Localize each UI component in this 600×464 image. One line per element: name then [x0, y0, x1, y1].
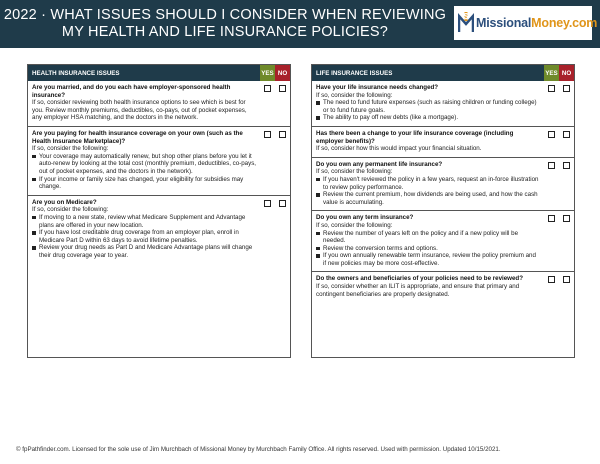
item-guidance: If so, consider whether an ILIT is appropriate, and ensure that primary and contingent beneficiaries are properly designated.: [316, 283, 520, 298]
life-column-header: [312, 65, 574, 81]
item-question: Do the owners and beneficiaries of your policies need to be reviewed?: [316, 275, 523, 283]
no-checkbox[interactable]: [563, 85, 570, 92]
checklist-item: [28, 81, 290, 127]
bullet-point: The ability to pay off new debts (like a mortgage).: [316, 114, 540, 122]
bullet-point: Review your drug needs as Part D and Medicare Advantage plans will change their drug coverage year to year.: [32, 244, 256, 259]
logo-mark-icon: [458, 10, 474, 36]
no-cell: [559, 211, 574, 271]
bullet-point: If you haven't reviewed the policy in a few years, request an in-force illustration to review policy performance.: [316, 176, 540, 191]
bullet-point: Review the conversion terms and options.: [316, 245, 540, 253]
item-question: Do you own any term insurance?: [316, 214, 414, 222]
logo-text-b: Money.com: [531, 16, 598, 30]
yes-checkbox[interactable]: [264, 131, 271, 138]
bullet-point: Your coverage may automatically renew, but shop other plans before you let it auto-renew by looking at the total cost (monthly premium, deductibles, co-pays, out of pocket expenses, and the doctors in the network).: [32, 153, 256, 176]
yes-checkbox[interactable]: [264, 85, 271, 92]
item-bullets: [316, 176, 540, 206]
item-question: Have your life insurance needs changed?: [316, 84, 439, 91]
missional-money-logo: [454, 6, 598, 40]
yes-cell: [544, 81, 559, 126]
no-cell: [559, 158, 574, 211]
health-items: [28, 81, 290, 263]
checklist-item: [312, 211, 574, 272]
item-guidance: If so, consider the following:: [316, 168, 393, 176]
no-checkbox[interactable]: [279, 200, 286, 207]
item-text: [28, 196, 260, 264]
yes-cell: [260, 196, 275, 264]
item-question: Are you married, and do you each have employer-sponsored health insurance?: [32, 84, 231, 99]
item-bullets: [32, 214, 256, 260]
no-cell: [559, 81, 574, 126]
no-cell: [275, 81, 290, 126]
item-bullets: [316, 230, 540, 268]
item-guidance: If so, consider how this would impact your financial situation.: [316, 145, 482, 153]
yes-cell: [544, 211, 559, 271]
item-text: [312, 272, 544, 302]
no-cell: [275, 127, 290, 195]
item-text: [28, 81, 260, 126]
item-text: [312, 81, 544, 126]
item-text: [312, 127, 544, 157]
no-checkbox[interactable]: [563, 162, 570, 169]
yes-cell: [544, 127, 559, 157]
item-guidance: If so, consider the following:: [316, 221, 393, 229]
health-column-title: HEALTH INSURANCE ISSUES: [32, 69, 120, 77]
no-cell: [275, 196, 290, 264]
yes-checkbox[interactable]: [548, 131, 555, 138]
item-bullets: [32, 153, 256, 191]
title-line-1: 2022 · WHAT ISSUES SHOULD I CONSIDER WHEN REVIEWING: [3, 7, 447, 23]
bullet-point: The need to fund future expenses (such as raising children or funding college) or to fund future goals.: [316, 99, 540, 114]
yes-header: YES: [544, 65, 559, 81]
yes-checkbox[interactable]: [548, 276, 555, 283]
checklist-item: [312, 127, 574, 158]
bullet-point: Review the current premium, how dividends are being used, and how the cash value is accumulating.: [316, 191, 540, 206]
item-guidance: If so, consider the following:: [32, 145, 109, 153]
health-column-header: [28, 65, 290, 81]
yes-checkbox[interactable]: [548, 162, 555, 169]
checklist-item: [312, 158, 574, 212]
logo-text: [476, 16, 597, 30]
yes-checkbox[interactable]: [264, 200, 271, 207]
item-guidance: If so, consider the following:: [316, 91, 393, 99]
yes-cell: [260, 81, 275, 126]
logo-text-a: Missional: [476, 16, 532, 30]
checklist-item: [28, 196, 290, 264]
no-header: NO: [275, 65, 290, 81]
checklist-item: [28, 127, 290, 196]
no-header: NO: [559, 65, 574, 81]
no-checkbox[interactable]: [279, 131, 286, 138]
no-checkbox[interactable]: [279, 85, 286, 92]
bullet-point: If moving to a new state, review what Medicare Supplement and Advantage plans are offered in your new location.: [32, 214, 256, 229]
no-checkbox[interactable]: [563, 276, 570, 283]
page-header: [0, 0, 600, 48]
life-column-title: LIFE INSURANCE ISSUES: [316, 69, 393, 77]
item-question: Has there been a change to your life insurance coverage (including employer benefits)?: [316, 129, 514, 145]
page-title: [0, 7, 450, 41]
no-cell: [559, 272, 574, 302]
title-line-2: MY HEALTH AND LIFE INSURANCE POLICIES?: [61, 24, 389, 40]
life-insurance-column: [311, 64, 575, 358]
life-items: [312, 81, 574, 302]
no-checkbox[interactable]: [563, 215, 570, 222]
no-checkbox[interactable]: [563, 131, 570, 138]
bullet-point: If you have lost creditable drug coverage from an employer plan, enroll in Medicare Part D within 63 days to avoid lifetime penalties.: [32, 229, 256, 244]
yes-header: YES: [260, 65, 275, 81]
item-question: Are you on Medicare?: [32, 198, 97, 206]
bullet-point: If you own annually renewable term insurance, review the policy premium and if new policies may be more cost-effective.: [316, 252, 540, 267]
item-text: [312, 158, 544, 211]
item-text: [28, 127, 260, 195]
item-guidance: If so, consider the following:: [32, 206, 109, 214]
yes-cell: [544, 158, 559, 211]
svg-text:$: $: [463, 12, 469, 21]
yes-cell: [544, 272, 559, 302]
item-text: [312, 211, 544, 271]
bullet-point: If your income or family size has changed, your eligibility for subsidies may change.: [32, 176, 256, 191]
item-bullets: [316, 99, 540, 122]
checklist-item: [312, 81, 574, 127]
no-cell: [559, 127, 574, 157]
item-question: Are you paying for health insurance coverage on your own (such as the Health Insurance Marketplace)?: [32, 129, 243, 145]
footer-copyright: © fpPathfinder.com. Licensed for the sole use of Jim Murchbach of Missional Money by Murchbach Family Office. All rights reserved. Used with permission. Updated 10/15/2021.: [16, 446, 501, 453]
bullet-point: Review the number of years left on the policy and if a new policy will be needed.: [316, 230, 540, 245]
yes-cell: [260, 127, 275, 195]
item-question: Do you own any permanent life insurance?: [316, 160, 443, 168]
yes-checkbox[interactable]: [548, 85, 555, 92]
health-insurance-column: [27, 64, 291, 358]
item-guidance: If so, consider reviewing both health insurance options to see which is best for you. Review monthly premiums, deductibles, co-pays, out of pocket expenses, any employer HSA matching, and the doctors in the network.: [32, 99, 247, 122]
yes-checkbox[interactable]: [548, 215, 555, 222]
checklist-item: [312, 272, 574, 302]
